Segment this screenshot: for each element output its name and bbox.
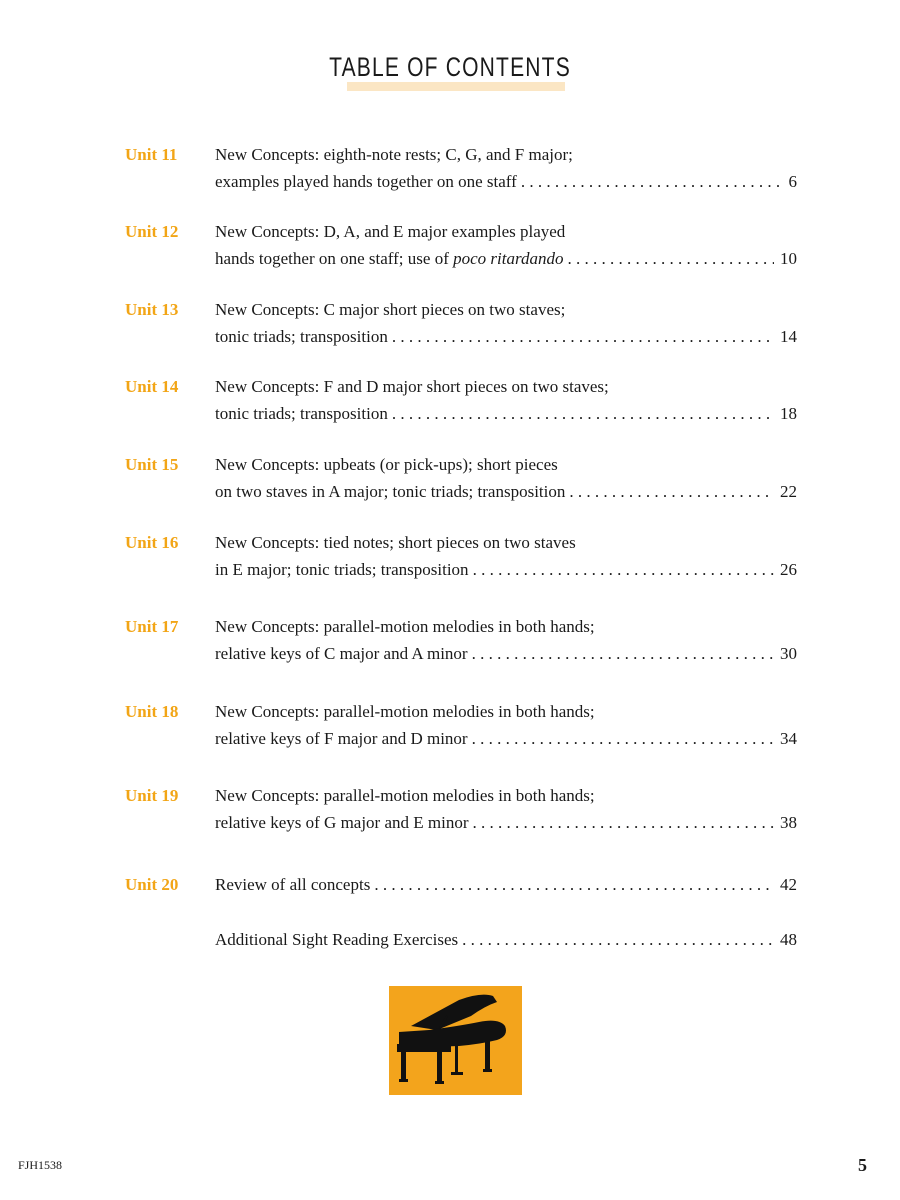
unit-label: Unit 17	[125, 617, 179, 636]
entry-page-number: 22	[780, 482, 797, 501]
entry-text: tonic triads; transposition	[215, 327, 388, 346]
unit-label: Unit 11	[125, 145, 178, 164]
entry-page-number: 38	[780, 813, 797, 832]
entry-page-number: 18	[780, 404, 797, 423]
entry-page-number: 42	[780, 875, 797, 894]
dot-leader	[567, 249, 774, 269]
dot-leader	[473, 560, 774, 580]
entry-description-line2	[215, 813, 797, 833]
entry-description-line1: New Concepts: eighth-note rests; C, G, and F major;	[215, 145, 573, 164]
entry-page-number: 14	[780, 327, 797, 346]
entry-text-italic: poco ritardando	[453, 249, 564, 268]
entry-text: examples played hands together on one staff	[215, 172, 517, 191]
unit-label: Unit 12	[125, 222, 179, 241]
entry-text	[215, 249, 563, 269]
grand-piano-icon	[389, 986, 522, 1095]
entry-text-plain: hands together on one staff; use of	[215, 249, 454, 268]
page-number: 5	[858, 1155, 867, 1175]
entry-page-number: 34	[780, 729, 797, 748]
entry-description-line2	[215, 560, 797, 580]
unit-label: Unit 15	[125, 455, 179, 474]
dot-leader	[521, 172, 783, 192]
entry-description-line1: New Concepts: F and D major short pieces on two staves;	[215, 377, 609, 396]
entry-description-line	[215, 875, 797, 895]
entry-page-number: 6	[788, 172, 797, 191]
entry-description-line1: New Concepts: D, A, and E major examples played	[215, 222, 566, 241]
entry-description-line2	[215, 172, 797, 192]
unit-label: Unit 13	[125, 300, 179, 319]
dot-leader	[569, 482, 774, 502]
dot-leader	[472, 644, 774, 664]
entry-description-line1: New Concepts: parallel-motion melodies in both hands;	[215, 702, 595, 721]
dot-leader	[392, 404, 774, 424]
unit-label: Unit 18	[125, 702, 179, 721]
dot-leader	[472, 729, 774, 749]
unit-label: Unit 20	[125, 875, 179, 894]
entry-description-line	[215, 930, 797, 950]
entry-text: Review of all concepts	[215, 875, 371, 894]
entry-description-line1: New Concepts: tied notes; short pieces on two staves	[215, 533, 576, 552]
entry-description-line1: New Concepts: parallel-motion melodies in both hands;	[215, 617, 595, 636]
entry-description-line1: New Concepts: C major short pieces on two staves;	[215, 300, 566, 319]
entry-description-line2	[215, 482, 797, 502]
piano-illustration	[389, 986, 522, 1095]
entry-description-line2	[215, 729, 797, 749]
entry-text: relative keys of C major and A minor	[215, 644, 468, 663]
entry-text: relative keys of F major and D minor	[215, 729, 468, 748]
entry-description-line1: New Concepts: upbeats (or pick-ups); short pieces	[215, 455, 558, 474]
unit-label: Unit 16	[125, 533, 179, 552]
unit-label: Unit 19	[125, 786, 179, 805]
entry-text: in E major; tonic triads; transposition	[215, 560, 469, 579]
entry-text: on two staves in A major; tonic triads; transposition	[215, 482, 566, 501]
entry-text: tonic triads; transposition	[215, 404, 388, 423]
title-container	[0, 52, 900, 83]
entry-description-line2	[215, 249, 797, 269]
entry-description-line2	[215, 644, 797, 664]
entry-description-line1: New Concepts: parallel-motion melodies in both hands;	[215, 786, 595, 805]
entry-page-number: 30	[780, 644, 797, 663]
title-highlight	[347, 82, 565, 91]
page-title: TABLE OF CONTENTS	[329, 52, 571, 82]
entry-page-number: 10	[780, 249, 797, 268]
entry-text: relative keys of G major and E minor	[215, 813, 469, 832]
dot-leader	[392, 327, 774, 347]
dot-leader	[462, 930, 774, 950]
entry-description-line2	[215, 327, 797, 347]
dot-leader	[473, 813, 774, 833]
entry-text: Additional Sight Reading Exercises	[215, 930, 459, 949]
dot-leader	[374, 875, 774, 895]
entry-page-number: 26	[780, 560, 797, 579]
entry-page-number: 48	[780, 930, 797, 949]
entry-description-line2	[215, 404, 797, 424]
unit-label: Unit 14	[125, 377, 179, 396]
publication-code: FJH1538	[18, 1158, 63, 1172]
